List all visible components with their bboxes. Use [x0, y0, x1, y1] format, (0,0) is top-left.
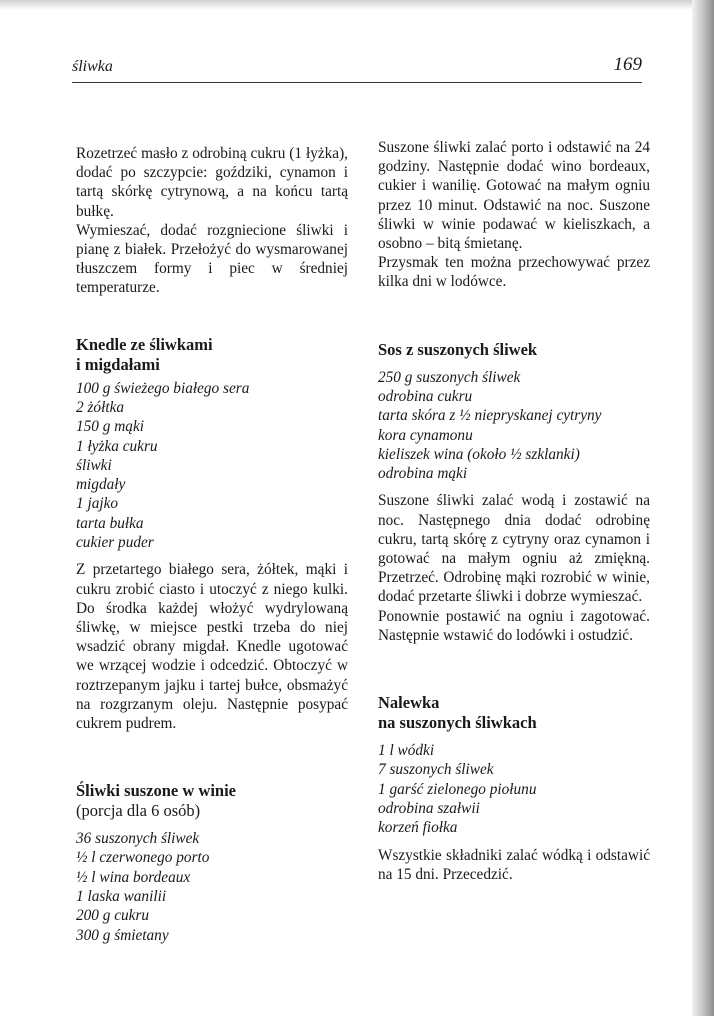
recipe-title-sos: Sos z suszonych śliwek: [378, 339, 538, 359]
ingredient: ½ l wina bordeaux: [76, 868, 191, 886]
nalewka-method: Wszystkie składniki zalać wódką i odstawić na 15 dni. Przecedzić.: [378, 846, 650, 883]
wine-ingredients: [76, 829, 348, 945]
ingredient: korzeń fiołka: [378, 819, 458, 837]
ingredient: odrobina szałwii: [378, 799, 480, 817]
ingredient: 1 garść zielonego piołunu: [378, 780, 537, 798]
ingredient: tarta skóra z ½ niepryskanej cytryny: [378, 407, 602, 425]
ingredient: 1 l wódki: [378, 742, 435, 760]
sos-method-paragraph-1: Suszone śliwki zalać wodą i zostawić na noc. Następnego dnia dodać odrobinę cukru, tartą skórę z cytryny oraz cynamon i gotować na małym ogniu aż zmiękną. Przetrzeć. Odrobinę mąki rozrobić w winie, dodać przetarte śliwki i dobrze wymieszać.: [378, 492, 650, 606]
sos-method-paragraph-2: Ponownie postawić na ogniu i zagotować. Następnie wstawić do lodówki i ostudzić.: [378, 607, 650, 644]
recipe-title-knedle-1: Knedle ze śliwkami: [76, 334, 213, 354]
ingredient: 36 suszonych śliwek: [76, 830, 200, 848]
wine-method-paragraph-2: Przysmak ten można przechowywać przez kilka dni w lodówce.: [378, 254, 650, 291]
ingredient: 1 łyżka cukru: [76, 437, 158, 455]
page-header: [72, 54, 642, 83]
intro-paragraph-1: Rozetrzeć masło z odrobiną cukru (1 łyżka), dodać po szczypcie: goździki, cynamon i tartą skórkę cytrynową, a na końcu tartą bułkę.: [76, 145, 348, 220]
ingredient: ½ l czerwonego porto: [76, 849, 210, 867]
ingredient: 300 g śmietany: [76, 926, 169, 944]
ingredient: 7 suszonych śliwek: [378, 761, 494, 779]
sos-ingredients: [378, 368, 650, 484]
knedle-ingredients: [76, 379, 348, 553]
ingredient: 2 żółtka: [76, 398, 125, 416]
right-column: [378, 138, 650, 884]
ingredient: odrobina mąki: [378, 465, 468, 483]
left-column: [76, 144, 348, 945]
recipe-title-nalewka-1: Nalewka: [378, 693, 440, 713]
ingredient: migdały: [76, 476, 126, 494]
ingredient: kora cynamonu: [378, 426, 473, 444]
ingredient: 150 g mąki: [76, 418, 144, 436]
recipe-title-sliwki-w-winie: Śliwki suszone w winie: [76, 781, 236, 801]
running-title: śliwka: [72, 58, 113, 75]
ingredient: 250 g suszonych śliwek: [378, 368, 521, 386]
ingredient: 200 g cukru: [76, 907, 150, 925]
recipe-title-nalewka-2: na suszonych śliwkach: [378, 713, 537, 733]
ingredient: tarta bułka: [76, 514, 144, 532]
ingredient: 100 g świeżego białego sera: [76, 379, 250, 397]
wine-method-paragraph-1: Suszone śliwki zalać porto i odstawić na 24 godziny. Następnie dodać wino bordeaux, cukier i wanilię. Gotować na małym ogniu przez 10 minut. Odstawić na noc. Suszone śliwki w winie podawać w kieliszkach, a osobno – bitą śmietanę.: [378, 139, 650, 253]
ingredient: 1 laska wanilii: [76, 888, 167, 906]
knedle-method: Z przetartego białego sera, żółtek, mąki i cukru zrobić ciasto i utoczyć z niego kulki. Do środka każdej włożyć wydrylowaną śliwkę, w miejsce pestki trzeba do niej wsadzić obrany migdał. Knedle ugotować we wrzącej wodzie i odcedzić. Obtoczyć w roztrzepanym jajku i tartej bułce, obsmażyć na rozgrzanym oleju. Następnie posypać cukrem pudrem.: [76, 561, 348, 732]
page-top-shadow: [0, 0, 714, 10]
intro-paragraph-2: Wymieszać, dodać rozgniecione śliwki i pianę z białek. Przełożyć do wysmarowanej tłuszczem formy i piec w średniej temperaturze.: [76, 221, 348, 297]
book-spine-shadow: [692, 0, 714, 1016]
recipe-servings: (porcja dla 6 osób): [76, 801, 201, 821]
ingredient: odrobina cukru: [378, 387, 473, 405]
recipe-title-knedle-2: i migdałami: [76, 354, 160, 374]
ingredient: kieliszek wina (około ½ szklanki): [378, 445, 580, 463]
ingredient: 1 jajko: [76, 495, 119, 513]
ingredient: cukier puder: [76, 534, 154, 551]
nalewka-ingredients: [378, 741, 650, 837]
ingredient: śliwki: [76, 456, 112, 474]
page-number: 169: [613, 54, 642, 75]
